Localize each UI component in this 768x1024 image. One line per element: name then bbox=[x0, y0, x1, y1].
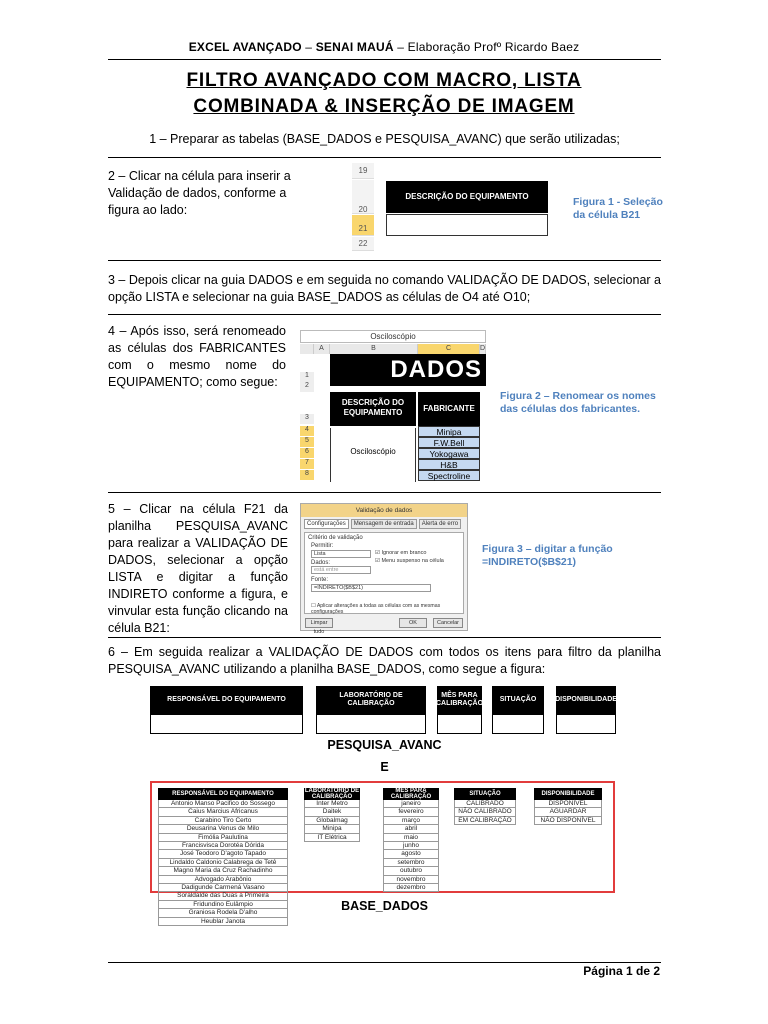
tab-configuracoes[interactable]: Configurações bbox=[304, 519, 349, 529]
row-number: 20 bbox=[352, 180, 374, 214]
header-dash: – bbox=[301, 40, 316, 54]
ignore-blank-label: Ignorar em branco bbox=[381, 550, 427, 556]
title-line-1: FILTRO AVANÇADO COM MACRO, LISTA bbox=[186, 70, 582, 91]
allow-label: Permitir: bbox=[311, 543, 334, 549]
list-item: outubro bbox=[383, 867, 439, 875]
list-item: CALIBRADO bbox=[454, 800, 516, 808]
list-item: Magno Maria da Cruz Rachadinho bbox=[158, 867, 288, 875]
list-item: Deusarina Venus de Milo bbox=[158, 825, 288, 833]
list-item: NÃO CALIBRADO bbox=[454, 808, 516, 816]
header-responsavel: RESPONSÁVEL DO EQUIPAMENTO bbox=[158, 788, 288, 800]
header-course: EXCEL AVANÇADO bbox=[188, 40, 302, 54]
column-header: D bbox=[480, 345, 486, 352]
page-header bbox=[108, 40, 660, 54]
caption-figure-2: Figura 2 – Renomear os nomes das células dos fabricantes. bbox=[500, 390, 656, 415]
step-2: 2 – Clicar na célula para inserir a Validação de dados, conforme a figura ao lado: bbox=[108, 169, 291, 217]
header-author: Elaboração Profº Ricardo Baez bbox=[407, 40, 580, 54]
header-situacao: SITUAÇÃO bbox=[492, 686, 544, 714]
header-disponibilidade: DISPONIBILIDADE bbox=[534, 788, 602, 800]
column-header: A bbox=[314, 344, 330, 354]
selected-cell-b21 bbox=[386, 214, 548, 236]
situacao-list bbox=[454, 800, 516, 825]
list-item: DISPONÍVEL bbox=[534, 800, 602, 808]
list-item: março bbox=[383, 817, 439, 825]
caption-figure-1: Figura 1 - Seleção da célula B21 bbox=[573, 196, 663, 221]
figure-2 bbox=[300, 322, 486, 482]
header-mes: MÊS PARA CALIBRAÇÃO bbox=[383, 788, 439, 800]
filter-cell-disponibilidade[interactable] bbox=[556, 714, 616, 734]
header-rule bbox=[108, 59, 661, 60]
header-responsavel: RESPONSÁVEL DO EQUIPAMENTO bbox=[150, 686, 303, 714]
title-line-2: COMBINADA & INSERÇÃO DE IMAGEM bbox=[193, 96, 575, 117]
list-item: Daitek bbox=[304, 808, 360, 816]
figure-1 bbox=[352, 163, 562, 251]
list-item: Caius Marcius Africanus bbox=[158, 808, 288, 816]
list-item: dezembro bbox=[383, 884, 439, 892]
divider bbox=[108, 637, 661, 638]
tab-mensagem-entrada[interactable]: Mensagem de entrada bbox=[351, 519, 417, 529]
row-number: 3 bbox=[300, 414, 314, 424]
dropdown-checkbox[interactable]: ☑ Menu suspenso na célula bbox=[375, 558, 444, 564]
name-box: Osciloscópio bbox=[300, 330, 486, 343]
divider bbox=[108, 314, 661, 315]
row-number: 6 bbox=[300, 448, 314, 458]
divider bbox=[108, 157, 661, 158]
list-item: novembro bbox=[383, 876, 439, 884]
row-number: 5 bbox=[300, 437, 314, 447]
header-cell: DESCRIÇÃO DO EQUIPAMENTO bbox=[386, 181, 548, 213]
apply-all-checkbox[interactable]: ☐ Aplicar alterações a todas as células com as mesmas configurações bbox=[311, 603, 441, 615]
row-number: 22 bbox=[352, 237, 374, 251]
list-item: Antonio Manso Pacifico do Sossego bbox=[158, 800, 288, 808]
row-number: 21 bbox=[352, 215, 374, 236]
equipment-cell: Osciloscópio bbox=[330, 428, 416, 482]
step-3: 3 – Depois clicar na guia DADOS e em seguida no comando VALIDAÇÃO DE DADOS, selecionar a opção LISTA e selecionar na guia BASE_DADOS as células de O4 até O10; bbox=[108, 273, 661, 304]
base-dados-label: BASE_DADOS bbox=[341, 899, 428, 913]
row-number: 2 bbox=[300, 382, 314, 392]
step-1: 1 – Preparar as tabelas (BASE_DADOS e PESQUISA_AVANC) que serão utilizadas; bbox=[149, 132, 620, 146]
dialog-title: Validação de dados bbox=[301, 504, 467, 517]
data-label: Dados: bbox=[311, 560, 331, 566]
data-select[interactable]: está entre bbox=[311, 566, 371, 574]
list-item: Dadigunde Carmená Vasano bbox=[158, 884, 288, 892]
list-item: EM CALIBRAÇÃO bbox=[454, 817, 516, 825]
list-item: setembro bbox=[383, 859, 439, 867]
manufacturer-cell: F.W.Bell bbox=[418, 437, 480, 448]
list-item: Fridundino Eulâmpio bbox=[158, 901, 288, 909]
filter-cell-responsavel[interactable] bbox=[150, 714, 303, 734]
list-item: abril bbox=[383, 825, 439, 833]
list-item: Soraldalde das Duas a Primeira bbox=[158, 892, 288, 900]
divider bbox=[108, 260, 661, 261]
figure-3-validation-dialog bbox=[300, 503, 468, 635]
list-item: Graniosa Rodela D'alho bbox=[158, 909, 288, 917]
laboratorios-list bbox=[304, 800, 360, 842]
apply-all-label: Aplicar alterações a todas as células com as mesmas configurações bbox=[311, 603, 441, 615]
settings-pane bbox=[304, 532, 464, 614]
cancel-button[interactable]: Cancelar bbox=[433, 618, 463, 628]
header-laboratorio: LABORATÓRIO DE CALIBRAÇÃO bbox=[304, 788, 360, 800]
pesquisa-label: PESQUISA_AVANC bbox=[327, 738, 442, 752]
caption-figure-3: Figura 3 – digitar a função =INDIRETO($B$21) bbox=[482, 543, 613, 568]
clear-all-button[interactable]: Limpar tudo bbox=[305, 618, 333, 628]
list-item: Lindaldo Caldonio Calabrega de Tetê bbox=[158, 859, 288, 867]
header-dash: – bbox=[393, 40, 408, 54]
header-disponibilidade: DISPONIBILIDADE bbox=[556, 686, 616, 714]
list-item: Fimólia Paulutina bbox=[158, 834, 288, 842]
list-item: agosto bbox=[383, 850, 439, 858]
list-item: janeiro bbox=[383, 800, 439, 808]
dados-banner: DADOS bbox=[330, 354, 486, 386]
allow-select[interactable]: Lista bbox=[311, 550, 371, 558]
list-item: Heublar Janota bbox=[158, 918, 288, 926]
list-item: Inter Metro bbox=[304, 800, 360, 808]
column-header: C bbox=[418, 344, 480, 354]
header-mes: MÊS PARA CALIBRAÇÃO bbox=[437, 686, 482, 714]
tab-alerta-erro[interactable]: Alerta de erro bbox=[419, 519, 461, 529]
desc-header: DESCRIÇÃO DO EQUIPAMENTO bbox=[330, 392, 416, 426]
filter-cell-laboratorio[interactable] bbox=[316, 714, 426, 734]
header-school: SENAI MAUÁ bbox=[315, 40, 394, 54]
disponibilidade-list bbox=[534, 800, 602, 825]
column-header: B bbox=[330, 344, 418, 354]
meses-list bbox=[383, 800, 439, 892]
manufacturer-cell: Minipa bbox=[418, 426, 480, 437]
step-5: 5 – Clicar na célula F21 da planilha PESQUISA_AVANC para realizar a VALIDAÇÃO DE DADOS, selecionar a opção LISTA e digitar a função INDIRETO conforme a figura, e vinvular esta função clicando na célula B21: bbox=[108, 502, 288, 635]
footer-rule bbox=[108, 962, 661, 963]
manufacturer-cell: Spectroline bbox=[418, 470, 480, 481]
list-item: Minipa bbox=[304, 825, 360, 833]
fabricante-header: FABRICANTE bbox=[418, 392, 480, 426]
list-item: junho bbox=[383, 842, 439, 850]
row-number: 1 bbox=[300, 372, 314, 382]
manufacturer-cell: H&B bbox=[418, 459, 480, 470]
row-number: 7 bbox=[300, 459, 314, 469]
step-6: 6 – Em seguida realizar a VALIDAÇÃO DE DADOS com todos os itens para filtro da planilha PESQUISA_AVANC utilizando a planilha BASE_DADOS, como segue a figura: bbox=[108, 645, 661, 676]
list-item: AGUARDAR bbox=[534, 808, 602, 816]
header-situacao: SITUAÇÃO bbox=[454, 788, 516, 800]
header-laboratorio: LABORATÓRIO DE CALIBRAÇÃO bbox=[316, 686, 426, 714]
list-item: José Teodoro D'agoto Tapado bbox=[158, 850, 288, 858]
list-item: Carabino Tiro Certo bbox=[158, 817, 288, 825]
page-number: Página 1 de 2 bbox=[583, 964, 660, 978]
step-4: 4 – Após isso, será renomeado as células dos FABRICANTES com o mesmo nome do EQUIPAMENTO; como segue: bbox=[108, 324, 286, 389]
list-item: Globalmag bbox=[304, 817, 360, 825]
list-item: fevereiro bbox=[383, 808, 439, 816]
row-number: 4 bbox=[300, 426, 314, 436]
filter-cell-mes[interactable] bbox=[437, 714, 482, 734]
ok-button[interactable]: OK bbox=[399, 618, 427, 628]
divider bbox=[108, 492, 661, 493]
manufacturer-cell: Yokogawa bbox=[418, 448, 480, 459]
criteria-label: Critério de validação bbox=[308, 535, 363, 541]
source-label: Fonte: bbox=[311, 577, 329, 583]
and-label: E bbox=[380, 760, 389, 774]
dropdown-label: Menu suspenso na célula bbox=[381, 558, 444, 564]
list-item: NÃO DISPONÍVEL bbox=[534, 817, 602, 825]
filter-cell-situacao[interactable] bbox=[492, 714, 544, 734]
source-input[interactable]: =INDIRETO($B$21) bbox=[311, 584, 431, 592]
list-item: Advogado Arabônio bbox=[158, 876, 288, 884]
row-number: 8 bbox=[300, 470, 314, 480]
row-number: 19 bbox=[352, 163, 374, 179]
list-item: IT Elétrica bbox=[304, 834, 360, 842]
list-item: Francisvisca Dorotéa Dórida bbox=[158, 842, 288, 850]
ignore-blank-checkbox[interactable]: ☑ Ignorar em branco bbox=[375, 550, 427, 556]
list-item: maio bbox=[383, 834, 439, 842]
